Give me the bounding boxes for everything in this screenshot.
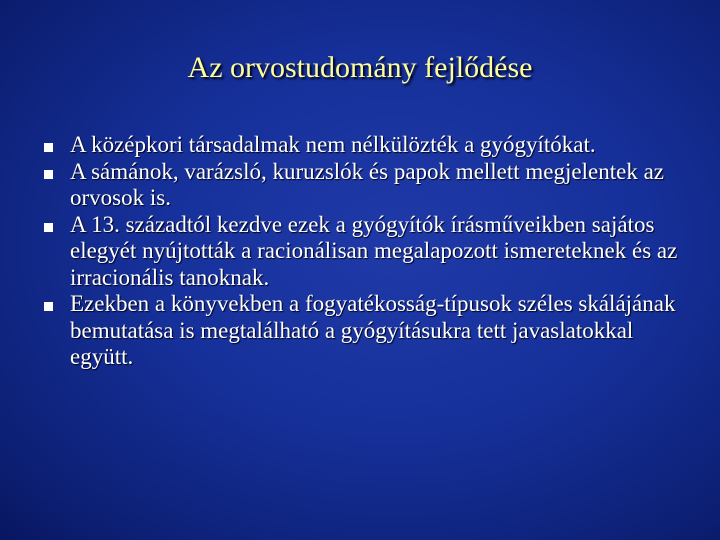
square-bullet-icon: [44, 143, 53, 152]
bullet-text: A középkori társadalmak nem nélkülözték a gyógyítókat.: [70, 132, 596, 157]
bullet-item: [44, 159, 684, 212]
bullet-list: [44, 132, 684, 371]
bullet-text: A 13. századtól kezdve ezek a gyógyítók írásműveikben sajátos elegyét nyújtották a racionálisan megalapozott ismereteknek és az irracionális tanoknak.: [70, 211, 678, 290]
square-bullet-icon: [44, 223, 53, 232]
square-bullet-icon: [44, 302, 53, 311]
bullet-item: [44, 291, 684, 371]
bullet-item: [44, 212, 684, 292]
bullet-text: A sámánok, varázsló, kuruzslók és papok mellett megjelentek az orvosok is.: [70, 158, 664, 210]
slide-title: Az orvostudomány fejlődése: [187, 51, 533, 84]
square-bullet-icon: [44, 170, 53, 179]
bullet-item: [44, 132, 684, 159]
bullet-text: Ezekben a könyvekben a fogyatékosság-típusok széles skálájának bemutatása is megtalálható a gyógyításukra tett javaslatokkal együtt.: [70, 291, 676, 369]
